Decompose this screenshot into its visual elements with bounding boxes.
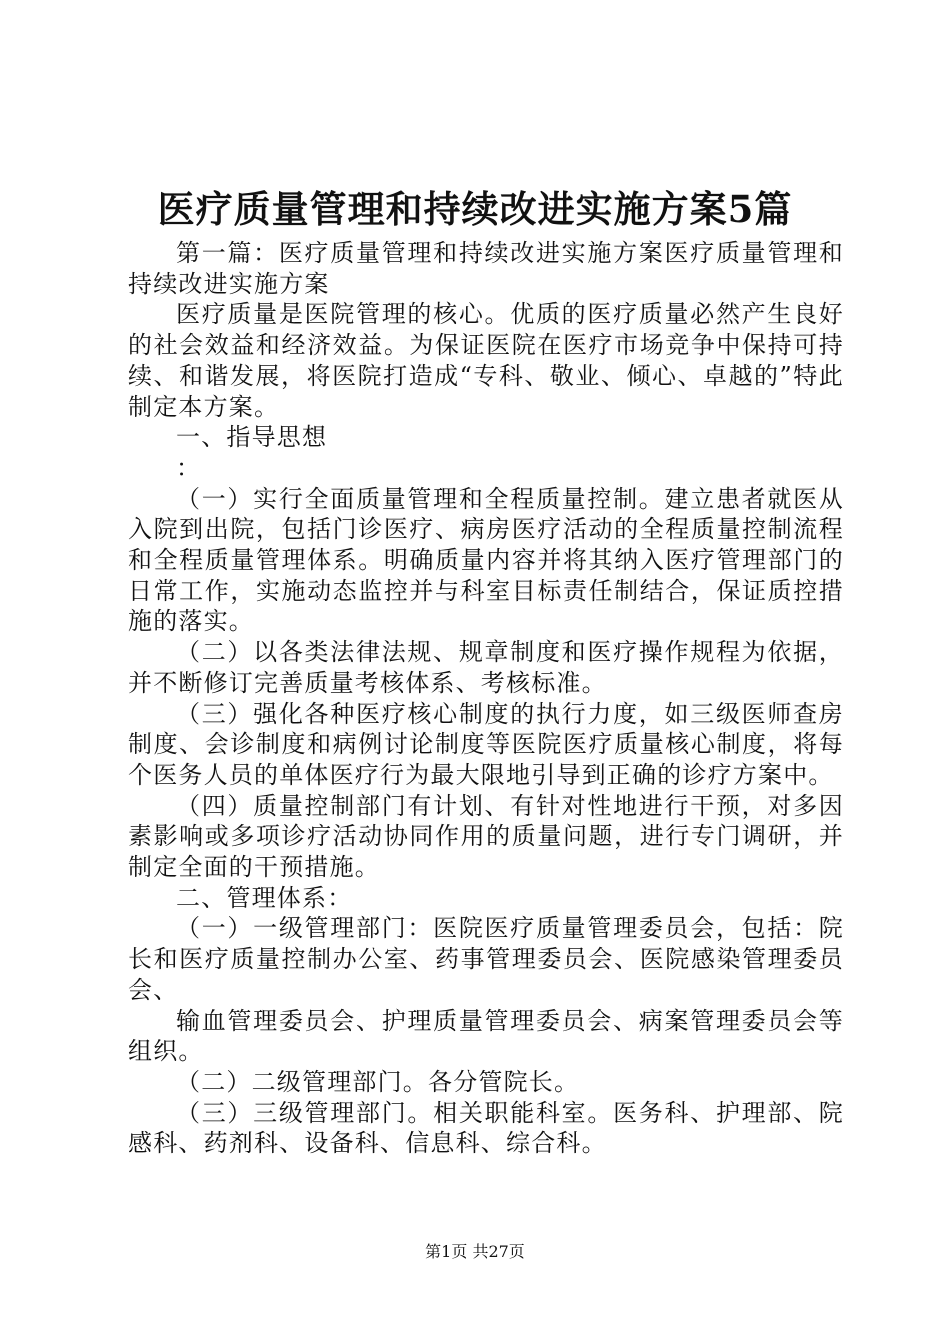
section-heading: 二、管理体系： — [176, 883, 353, 912]
paragraph: （一）一级管理部门：医院医疗质量管理委员会，包括：院长和医疗质量控制办公室、药事管理委员会、医院感染管理委员会、 — [128, 914, 844, 1004]
paragraph: 第一篇：医疗质量管理和持续改进实施方案医疗质量管理和持续改进实施方案 — [128, 239, 844, 298]
section-heading: 一、指导思想 — [176, 423, 328, 452]
paragraph: （一）实行全面质量管理和全程质量控制。建立患者就医从入院到出院，包括门诊医疗、病房医疗活动的全程质量控制流程和全程质量管理体系。明确质量内容并将其纳入医疗管理部门的日常工作，实施动态监控并与科室目标责任制结合，保证质控措施的落实。 — [128, 484, 844, 636]
paragraph: 输血管理委员会、护理质量管理委员会、病案管理委员会等组织。 — [128, 1006, 844, 1066]
paragraph: 医疗质量是医院管理的核心。优质的医疗质量必然产生良好的社会效益和经济效益。为保证医院在医疗市场竞争中保持可持续、和谐发展，将医院打造成“专科、敬业、倾心、卓越的”特此制定本方案。 — [128, 300, 844, 421]
paragraph: （四）质量控制部门有计划、有针对性地进行干预，对多因素影响或多项诊疗活动协同作用的质量问题，进行专门调研，并制定全面的干预措施。 — [128, 791, 844, 882]
paragraph: （二）以各类法律法规、规章制度和医疗操作规程为依据，并不断修订完善质量考核体系、考核标准。 — [128, 638, 844, 697]
document-body — [128, 238, 844, 1159]
page-footer: 第1页 共27页 — [425, 1242, 525, 1261]
paragraph: ： — [176, 453, 202, 482]
document-title: 医疗质量管理和持续改进实施方案5篇 — [157, 187, 793, 231]
paragraph: （三）三级管理部门。相关职能科室。医务科、护理部、院感科、药剂科、设备科、信息科、综合科。 — [128, 1098, 844, 1158]
paragraph: （二）二级管理部门。各分管院长。 — [176, 1067, 580, 1096]
paragraph: （三）强化各种医疗核心制度的执行力度，如三级医师查房制度、会诊制度和病例讨论制度等医院医疗质量核心制度，将每个医务人员的单体医疗行为最大限地引导到正确的诊疗方案中。 — [128, 699, 844, 789]
